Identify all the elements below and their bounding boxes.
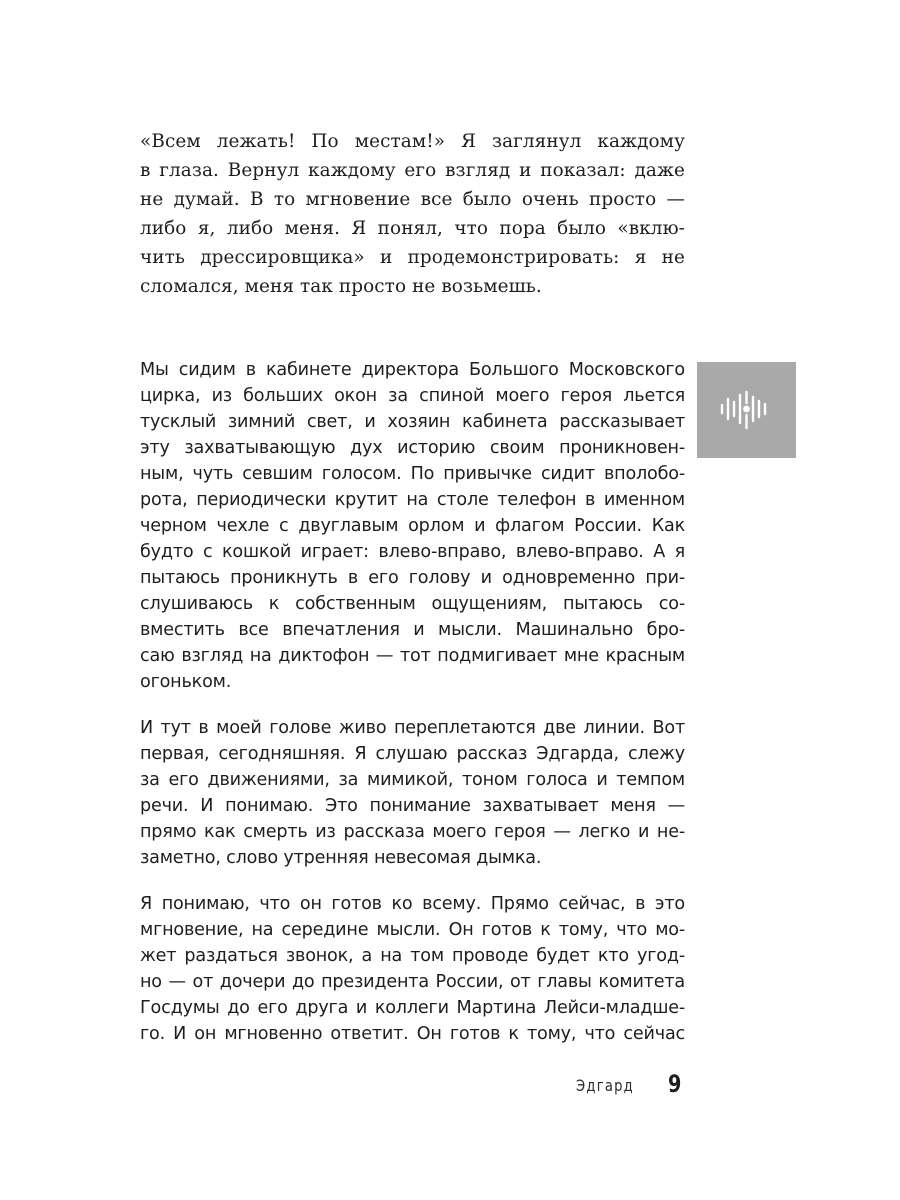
paragraph-line: будто с кошкой играет: влево-вправо, влево-вправо. А я [140, 542, 685, 562]
quote-line: не думай. В то мгновение все было очень просто — [140, 189, 685, 210]
paragraph-line: но — от дочери до президента России, от главы комитета [140, 972, 685, 992]
paragraph-line: мгновение, на середине мысли. Он готов к тому, что мо- [140, 920, 685, 940]
paragraph-line: Мы сидим в кабинете директора Большого Московского [140, 360, 685, 380]
quote-line: чить дрессировщика» и продемонстрировать: я не [140, 247, 685, 268]
audio-marker [697, 362, 796, 458]
paragraph-line: саю взгляд на диктофон — тот подмигивает мне красным [140, 646, 685, 666]
paragraph-line: И тут в моей голове живо переплетаются две линии. Вот [140, 718, 685, 738]
paragraph-line: тусклый зимний свет, и хозяин кабинета рассказывает [140, 412, 685, 432]
audio-waveform-icon [697, 362, 796, 458]
paragraph-line: черном чехле с двуглавым орлом и флагом России. Как [140, 516, 685, 536]
paragraph-line: слушиваюсь к собственным ощущениям, пытаюсь со- [140, 594, 685, 614]
paragraph-line: цирка, из больших окон за спиной моего героя льется [140, 386, 685, 406]
paragraph-line: заметно, слово утренняя невесомая дымка. [140, 848, 542, 868]
paragraph-line: эту захватывающую дух историю своим проникновен- [140, 438, 685, 458]
paragraph-line: речи. И понимаю. Это понимание захватывает меня — [140, 796, 685, 816]
paragraph-line: Я понимаю, что он готов ко всему. Прямо сейчас, в это [140, 894, 685, 914]
paragraph-line: огоньком. [140, 672, 232, 692]
running-title: Эдгард [576, 1076, 634, 1095]
paragraph-line: первая, сегодняшняя. Я слушаю рассказ Эдгарда, слежу [140, 744, 685, 764]
paragraph-line: жет раздаться звонок, а на том проводе будет кто угод- [140, 946, 685, 966]
paragraph-line: го. И он мгновенно ответит. Он готов к тому, что сейчас [140, 1024, 685, 1044]
paragraph-line: Госдумы до его друга и коллеги Мартина Лейси-младше- [140, 998, 685, 1018]
paragraph-line: вместить все впечатления и мысли. Машинально бро- [140, 620, 685, 640]
page-number: 9 [668, 1070, 682, 1098]
paragraph-line: прямо как смерть из рассказа моего героя — легко и не- [140, 822, 685, 842]
quote-line: «Всем лежать! По местам!» Я заглянул каждому [140, 131, 685, 152]
quote-line: в глаза. Вернул каждому его взгляд и показал: даже [140, 160, 685, 181]
paragraph-line: пытаюсь проникнуть в его голову и одновременно при- [140, 568, 685, 588]
quote-line: либо я, либо меня. Я понял, что пора было «вклю- [140, 218, 685, 239]
paragraph-line: за его движениями, за мимикой, тоном голоса и темпом [140, 770, 685, 790]
paragraph-line: ным, чуть севшим голосом. По привычке сидит вполобо- [140, 464, 685, 484]
quote-line: сломался, меня так просто не возьмешь. [140, 276, 542, 297]
paragraph-line: рота, периодически крутит на столе телефон в именном [140, 490, 685, 510]
